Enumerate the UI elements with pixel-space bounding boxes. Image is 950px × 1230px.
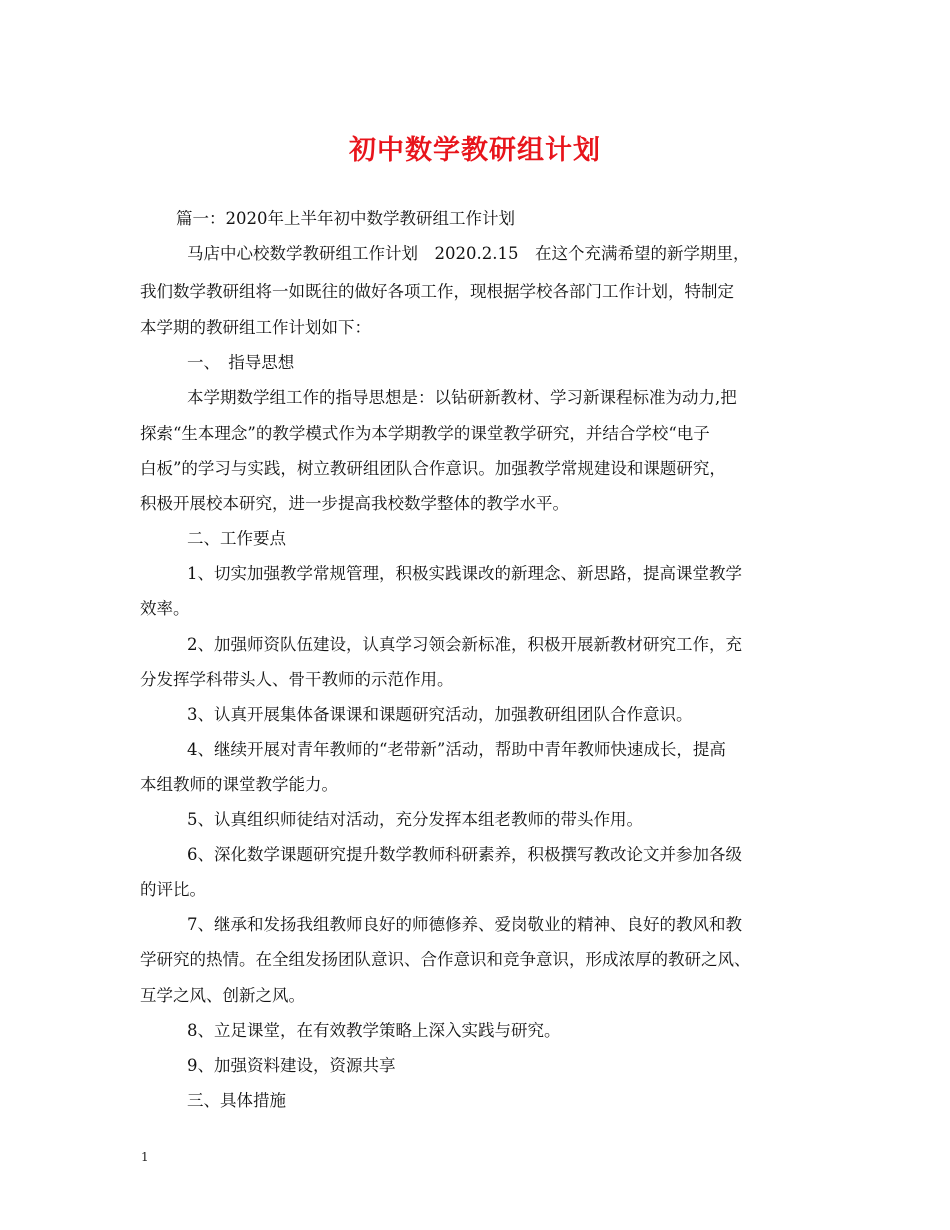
body-line: 本学期数学组工作的指导思想是：以钻研新教材、学习新课程标准为动力,把 <box>187 388 737 407</box>
body-line: 1、切实加强教学常规管理，积极实践课改的新理念、新思路，提高课堂教学 <box>187 564 742 583</box>
body-line: 4、继续开展对青年教师的“老带新”活动，帮助中青年教师快速成长，提高 <box>187 740 726 759</box>
body-line: 本组教师的课堂教学能力。 <box>140 775 338 794</box>
body-line: 7、继承和发扬我组教师良好的师德修养、爱岗敬业的精神、良好的教风和教 <box>187 915 742 934</box>
body-line: 探索“生本理念”的教学模式作为本学期教学的课堂教学研究，并结合学校“电子 <box>140 424 710 443</box>
section-heading: 三、具体措施 <box>187 1091 286 1110</box>
body-line: 马店中心校数学教研组工作计划 2020.2.15 在这个充满希望的新学期里， <box>187 244 750 263</box>
body-line: 白板”的学习与实践，树立教研组团队合作意识。加强教学常规建设和课题研究， <box>140 459 726 478</box>
body-line: 本学期的教研组工作计划如下： <box>140 318 371 337</box>
body-line: 5、认真组织师徒结对活动，充分发挥本组老教师的带头作用。 <box>187 810 643 829</box>
body-line: 互学之风、创新之风。 <box>140 986 305 1005</box>
body-line: 2、加强师资队伍建设，认真学习领会新标准，积极开展新教材研究工作，充 <box>187 635 742 654</box>
page-number: 1 <box>141 1150 149 1164</box>
body-line: 3、认真开展集体备课课和课题研究活动，加强教研组团队合作意识。 <box>187 705 693 724</box>
body-line: 学研究的热情。在全组发扬团队意识、合作意识和竞争意识，形成浓厚的教研之风、 <box>140 950 751 969</box>
body-line: 效率。 <box>140 599 190 618</box>
body-line: 6、深化数学课题研究提升数学教师科研素养，积极撰写教改论文并参加各级 <box>187 845 742 864</box>
body-line: 篇一：2020年上半年初中数学教研组工作计划 <box>176 209 515 228</box>
body-line: 我们数学教研组将一如既往的做好各项工作，现根据学校各部门工作计划，特制定 <box>140 282 734 301</box>
section-heading: 二、工作要点 <box>187 529 286 548</box>
body-line: 积极开展校本研究，进一步提高我校数学整体的教学水平。 <box>140 494 569 513</box>
body-line: 8、立足课堂，在有效教学策略上深入实践与研究。 <box>187 1021 561 1040</box>
body-line: 分发挥学科带头人、骨干教师的示范作用。 <box>140 670 454 689</box>
body-line: 的评比。 <box>140 880 206 899</box>
body-line: 9、加强资料建设，资源共享 <box>187 1056 396 1075</box>
section-heading: 一、 指导思想 <box>187 353 295 372</box>
page-title: 初中数学教研组计划 <box>349 135 601 166</box>
